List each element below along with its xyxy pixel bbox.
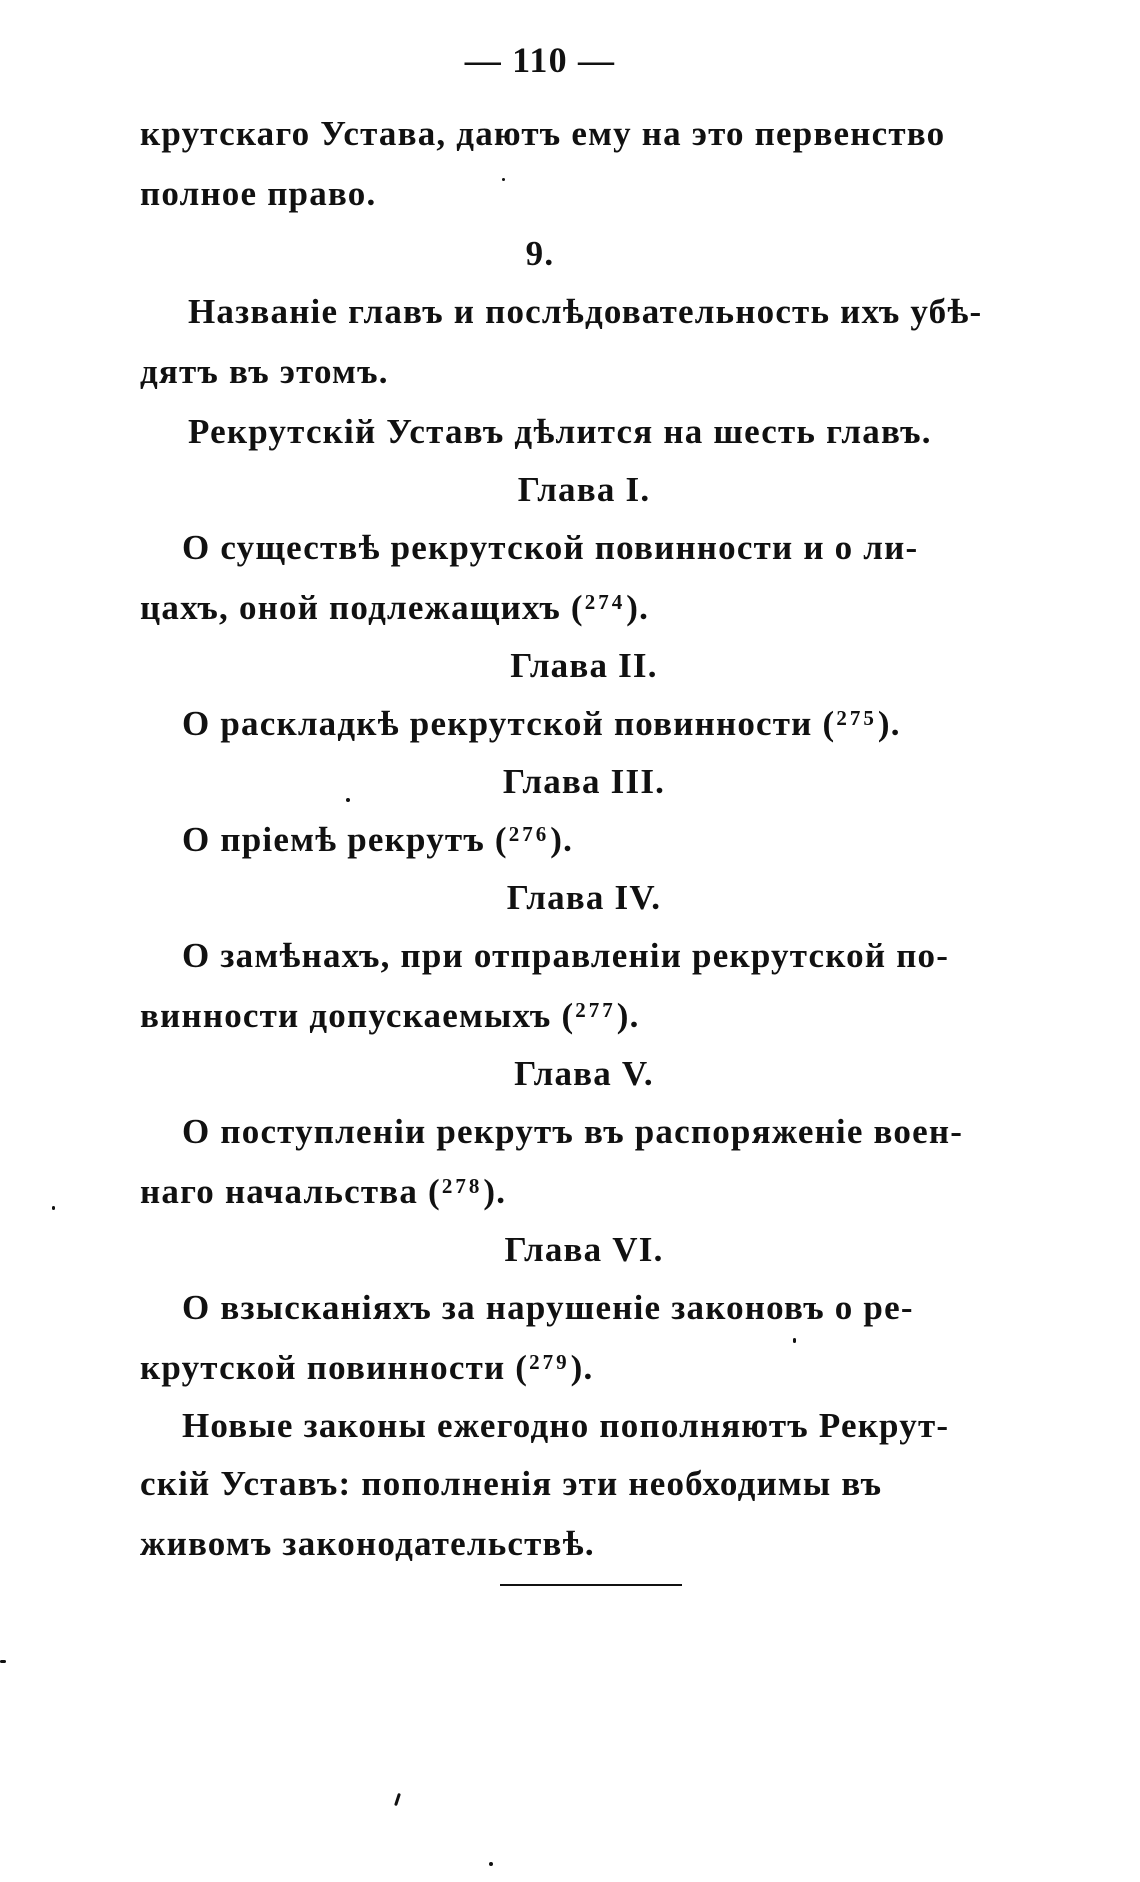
footnote-open-276: (: [494, 820, 508, 859]
text-line-9: [182, 818, 573, 862]
text-line-8: [182, 702, 901, 746]
footnote-close-278: ).: [483, 1172, 507, 1211]
text-line-15-body: крутской повинности: [140, 1348, 506, 1387]
text-line-7-body: цахъ, оной подлежащихъ: [140, 588, 561, 627]
text-line-4: дятъ въ этомъ.: [140, 352, 389, 391]
footnote-ref-274: 274: [584, 590, 626, 614]
text-line-16: Новые законы ежегодно пополняютъ Рекрут-: [182, 1406, 950, 1445]
closing-rule: [500, 1584, 682, 1586]
text-line-13: [140, 1170, 506, 1214]
text-line-15: [140, 1346, 593, 1390]
chapter-heading-1: Глава I.: [517, 470, 651, 509]
chapter-heading-6: Глава VI.: [504, 1230, 664, 1269]
chapter-heading-3: Глава III.: [502, 762, 666, 801]
footnote-close-277: ).: [616, 996, 640, 1035]
chapter-heading-2: Глава II.: [510, 646, 658, 685]
footnote-open-275: (: [822, 704, 836, 743]
ink-speck: [489, 1862, 493, 1866]
footnote-ref-276: 276: [508, 822, 550, 846]
text-line-5: Рекрутскій Уставъ дѣлится на шесть главъ.: [188, 412, 932, 451]
section-number: 9.: [525, 234, 555, 273]
footnote-ref-279: 279: [529, 1350, 570, 1374]
footnote-open-278: (: [427, 1172, 441, 1211]
footnote-close-279: ).: [570, 1348, 594, 1387]
footnote-ref-277: 277: [575, 998, 616, 1022]
footnote-open-274: (: [570, 588, 584, 627]
footnote-close-274: ).: [626, 588, 650, 627]
text-line-12: О поступленіи рекрутъ въ распоряженіе воен-: [182, 1112, 964, 1151]
text-line-1: крутскаго Устава, даютъ ему на это первенство: [140, 114, 946, 153]
page-number: — 110 —: [464, 40, 616, 80]
chapter-heading-5: Глава V.: [514, 1054, 654, 1093]
ink-speck: [0, 1660, 6, 1663]
ink-speck: [346, 798, 350, 802]
ink-speck: [793, 1338, 796, 1343]
text-line-18: живомъ законодательствѣ.: [140, 1524, 595, 1563]
text-line-13-body: наго начальства: [140, 1172, 419, 1211]
text-line-10: О замѣнахъ, при отправленіи рекрутской по-: [182, 936, 950, 975]
text-line-11: [140, 994, 640, 1038]
footnote-open-277: (: [561, 996, 575, 1035]
footnote-close-275: ).: [877, 704, 901, 743]
text-line-17: скій Уставъ: пополненія эти необходимы въ: [140, 1464, 883, 1503]
text-line-2: полное право.: [140, 174, 377, 213]
footnote-ref-275: 275: [836, 706, 877, 730]
text-line-14: О взысканіяхъ за нарушеніе законовъ о ре-: [182, 1288, 914, 1327]
chapter-heading-4: Глава IV.: [506, 878, 662, 917]
footnote-open-279: (: [515, 1348, 529, 1387]
footnote-close-276: ).: [550, 820, 574, 859]
text-line-11-body: винности допускаемыхъ: [140, 996, 552, 1035]
footnote-ref-278: 278: [441, 1174, 483, 1198]
text-line-7: [140, 586, 649, 630]
text-line-3: Названіе главъ и послѣдовательность ихъ убѣ-: [188, 292, 983, 331]
text-line-8-body: О раскладкѣ рекрутской повинности: [182, 704, 813, 743]
text-line-9-body: О пріемѣ рекрутъ: [182, 820, 485, 859]
ink-speck: [394, 1793, 401, 1806]
ink-speck: [502, 178, 505, 181]
ink-speck: [52, 1206, 55, 1210]
text-line-6: О существѣ рекрутской повинности и о ли-: [182, 528, 919, 567]
